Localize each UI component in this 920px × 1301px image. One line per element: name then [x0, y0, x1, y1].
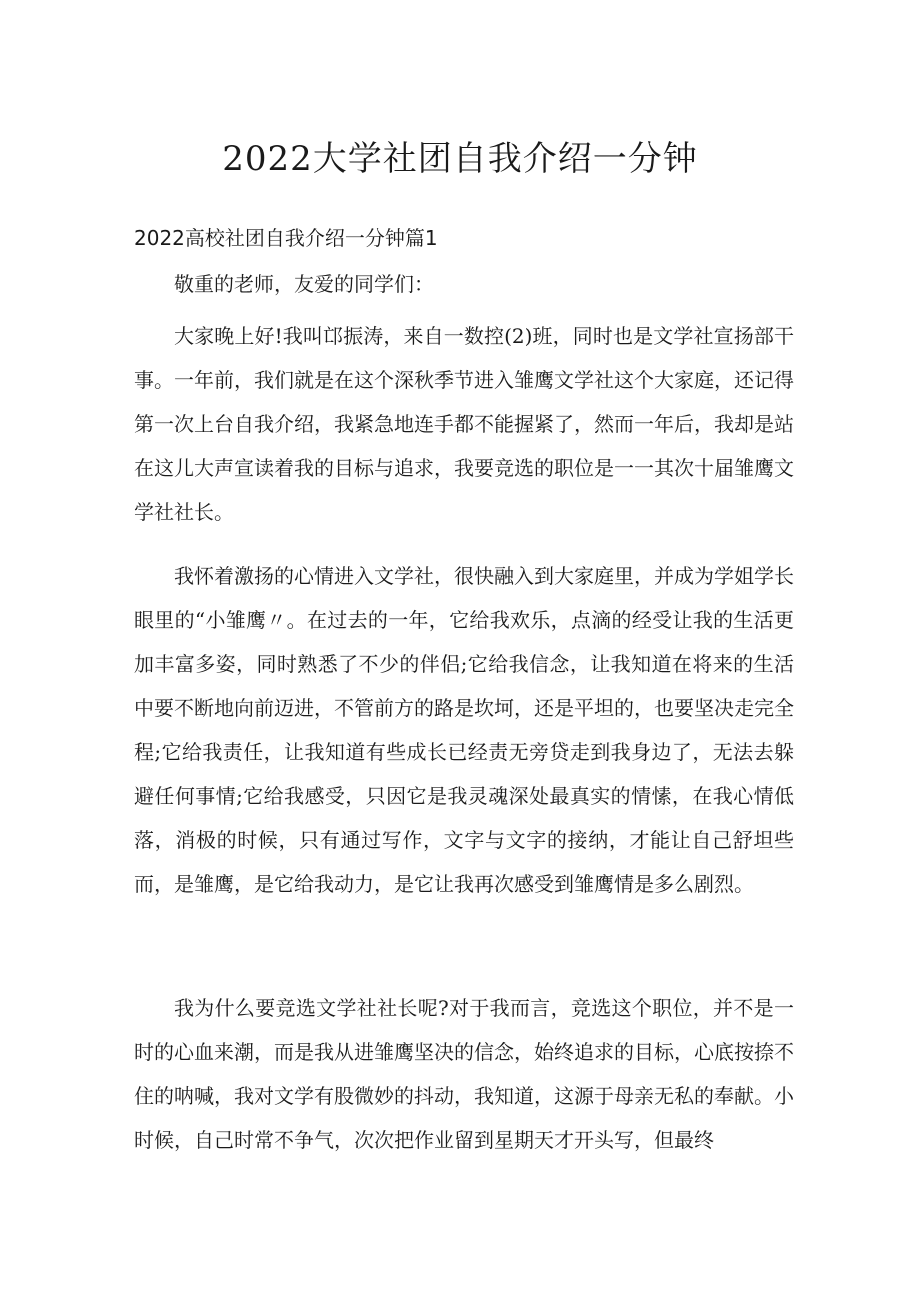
document-title: 2022大学社团自我介绍一分钟 [222, 139, 698, 179]
experience-paragraph: 我怀着激扬的心情进入文学社，很快融入到大家庭里，并成为学姐学长眼里的“小雏鹰〃。在过去的一年，它给我欢乐，点滴的经受让我的生活更加丰富多姿，同时熟悉了不少的伴侣;它给我信念，让我知道在将来的生活中要不断地向前迈进，不管前方的路是坎坷，还是平坦的，也要坚决走完全程;它给我责任，让我知道有些成长已经责无旁贷走到我身边了，无法去躲避任何事情;它给我感受，只因它是我灵魂深处最真实的情愫，在我心情低落，消极的时候，只有通过写作，文字与文字的接纳，才能让自己舒坦些而，是雏鹰，是它给我动力，是它让我再次感受到雏鹰情是多么剧烈。 [134, 564, 794, 896]
section-heading: 2022高校社团自我介绍一分钟篇1 [134, 226, 438, 250]
intro-paragraph: 大家晚上好!我叫邙振涛，来自一数控(2)班，同时也是文学社宣扬部干事。一年前，我们就是在这个深秋季节进入雏鹰文学社这个大家庭，还记得第一次上台自我介绍，我紧急地连手都不能握紧了，然而一年后，我却是站在这儿大声宣读着我的目标与追求，我要竞选的职位是一一其次十届雏鹰文学社社长。 [134, 324, 794, 524]
greeting-paragraph: 敬重的老师，友爱的同学们： [174, 272, 434, 296]
motivation-paragraph: 我为什么要竞选文学社社长呢?对于我而言，竞选这个职位，并不是一时的心血来潮，而是我从进雏鹰坚决的信念，始终追求的目标，心底按捺不住的呐喊，我对文学有股微妙的抖动，我知道，这源于母亲无私的奉献。小时候，自己时常不争气，次次把作业留到星期天才开头写，但最终 [134, 996, 794, 1152]
